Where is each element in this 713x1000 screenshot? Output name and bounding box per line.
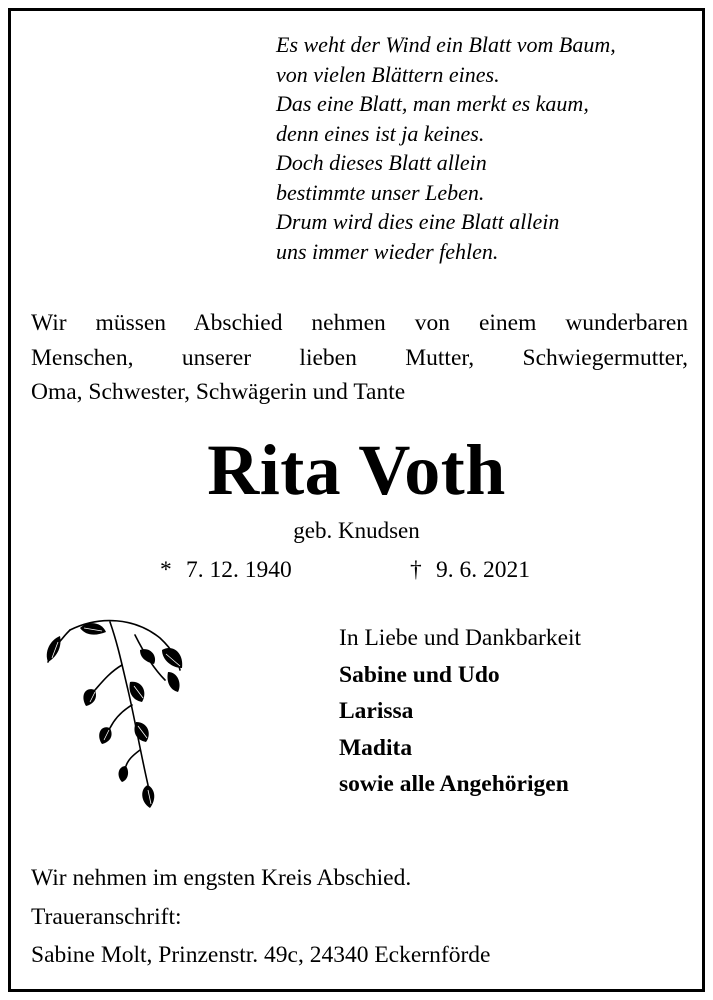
address-label: Traueranschrift: (31, 904, 182, 930)
death-cross-icon: † (410, 557, 422, 583)
thanks-line: In Liebe und Dankbarkeit (339, 625, 582, 651)
poem-line: bestimmte unser Leben. (276, 179, 485, 205)
farewell-note: Wir nehmen im engsten Kreis Abschied. (31, 865, 412, 891)
mourning-address: Sabine Molt, Prinzenstr. 49c, 24340 Eckernförde (31, 942, 491, 968)
mourner-name: Larissa (339, 698, 414, 724)
mourners-list (339, 620, 581, 803)
mourner-name: Sabine und Udo (339, 661, 500, 688)
poem-line: denn eines ist ja keines. (276, 120, 485, 146)
poem-line: uns immer wieder fehlen. (276, 238, 499, 264)
intro-line: Menschen, unserer lieben Mutter, Schwiegermutter, (31, 344, 688, 371)
poem-line: von vielen Blättern eines. (276, 61, 500, 87)
poem-line: Doch dieses Blatt allein (276, 150, 487, 175)
poem-line: Es weht der Wind ein Blatt vom Baum, (276, 32, 616, 57)
maiden-name: geb. Knudsen (293, 518, 420, 543)
birch-branch-icon (40, 610, 190, 820)
birth-star-icon: * (160, 557, 172, 583)
mourner-name: Madita (339, 734, 413, 761)
birth-date: 7. 12. 1940 (186, 557, 292, 583)
mourner-name: sowie alle Angehörigen (339, 771, 569, 797)
deceased-name: Rita Voth (207, 430, 506, 510)
poem-line: Drum wird dies eine Blatt allein (276, 209, 560, 234)
intro-text (31, 306, 688, 410)
intro-line: Wir müssen Abschied nehmen von einem wunderbaren (31, 310, 688, 336)
death-date: 9. 6. 2021 (436, 557, 530, 583)
birth-date-line (160, 554, 292, 586)
intro-line: Oma, Schwester, Schwägerin und Tante (31, 379, 406, 405)
poem-line: Das eine Blatt, man merkt es kaum, (276, 91, 589, 116)
memorial-poem (276, 30, 616, 266)
death-date-line (410, 554, 530, 586)
